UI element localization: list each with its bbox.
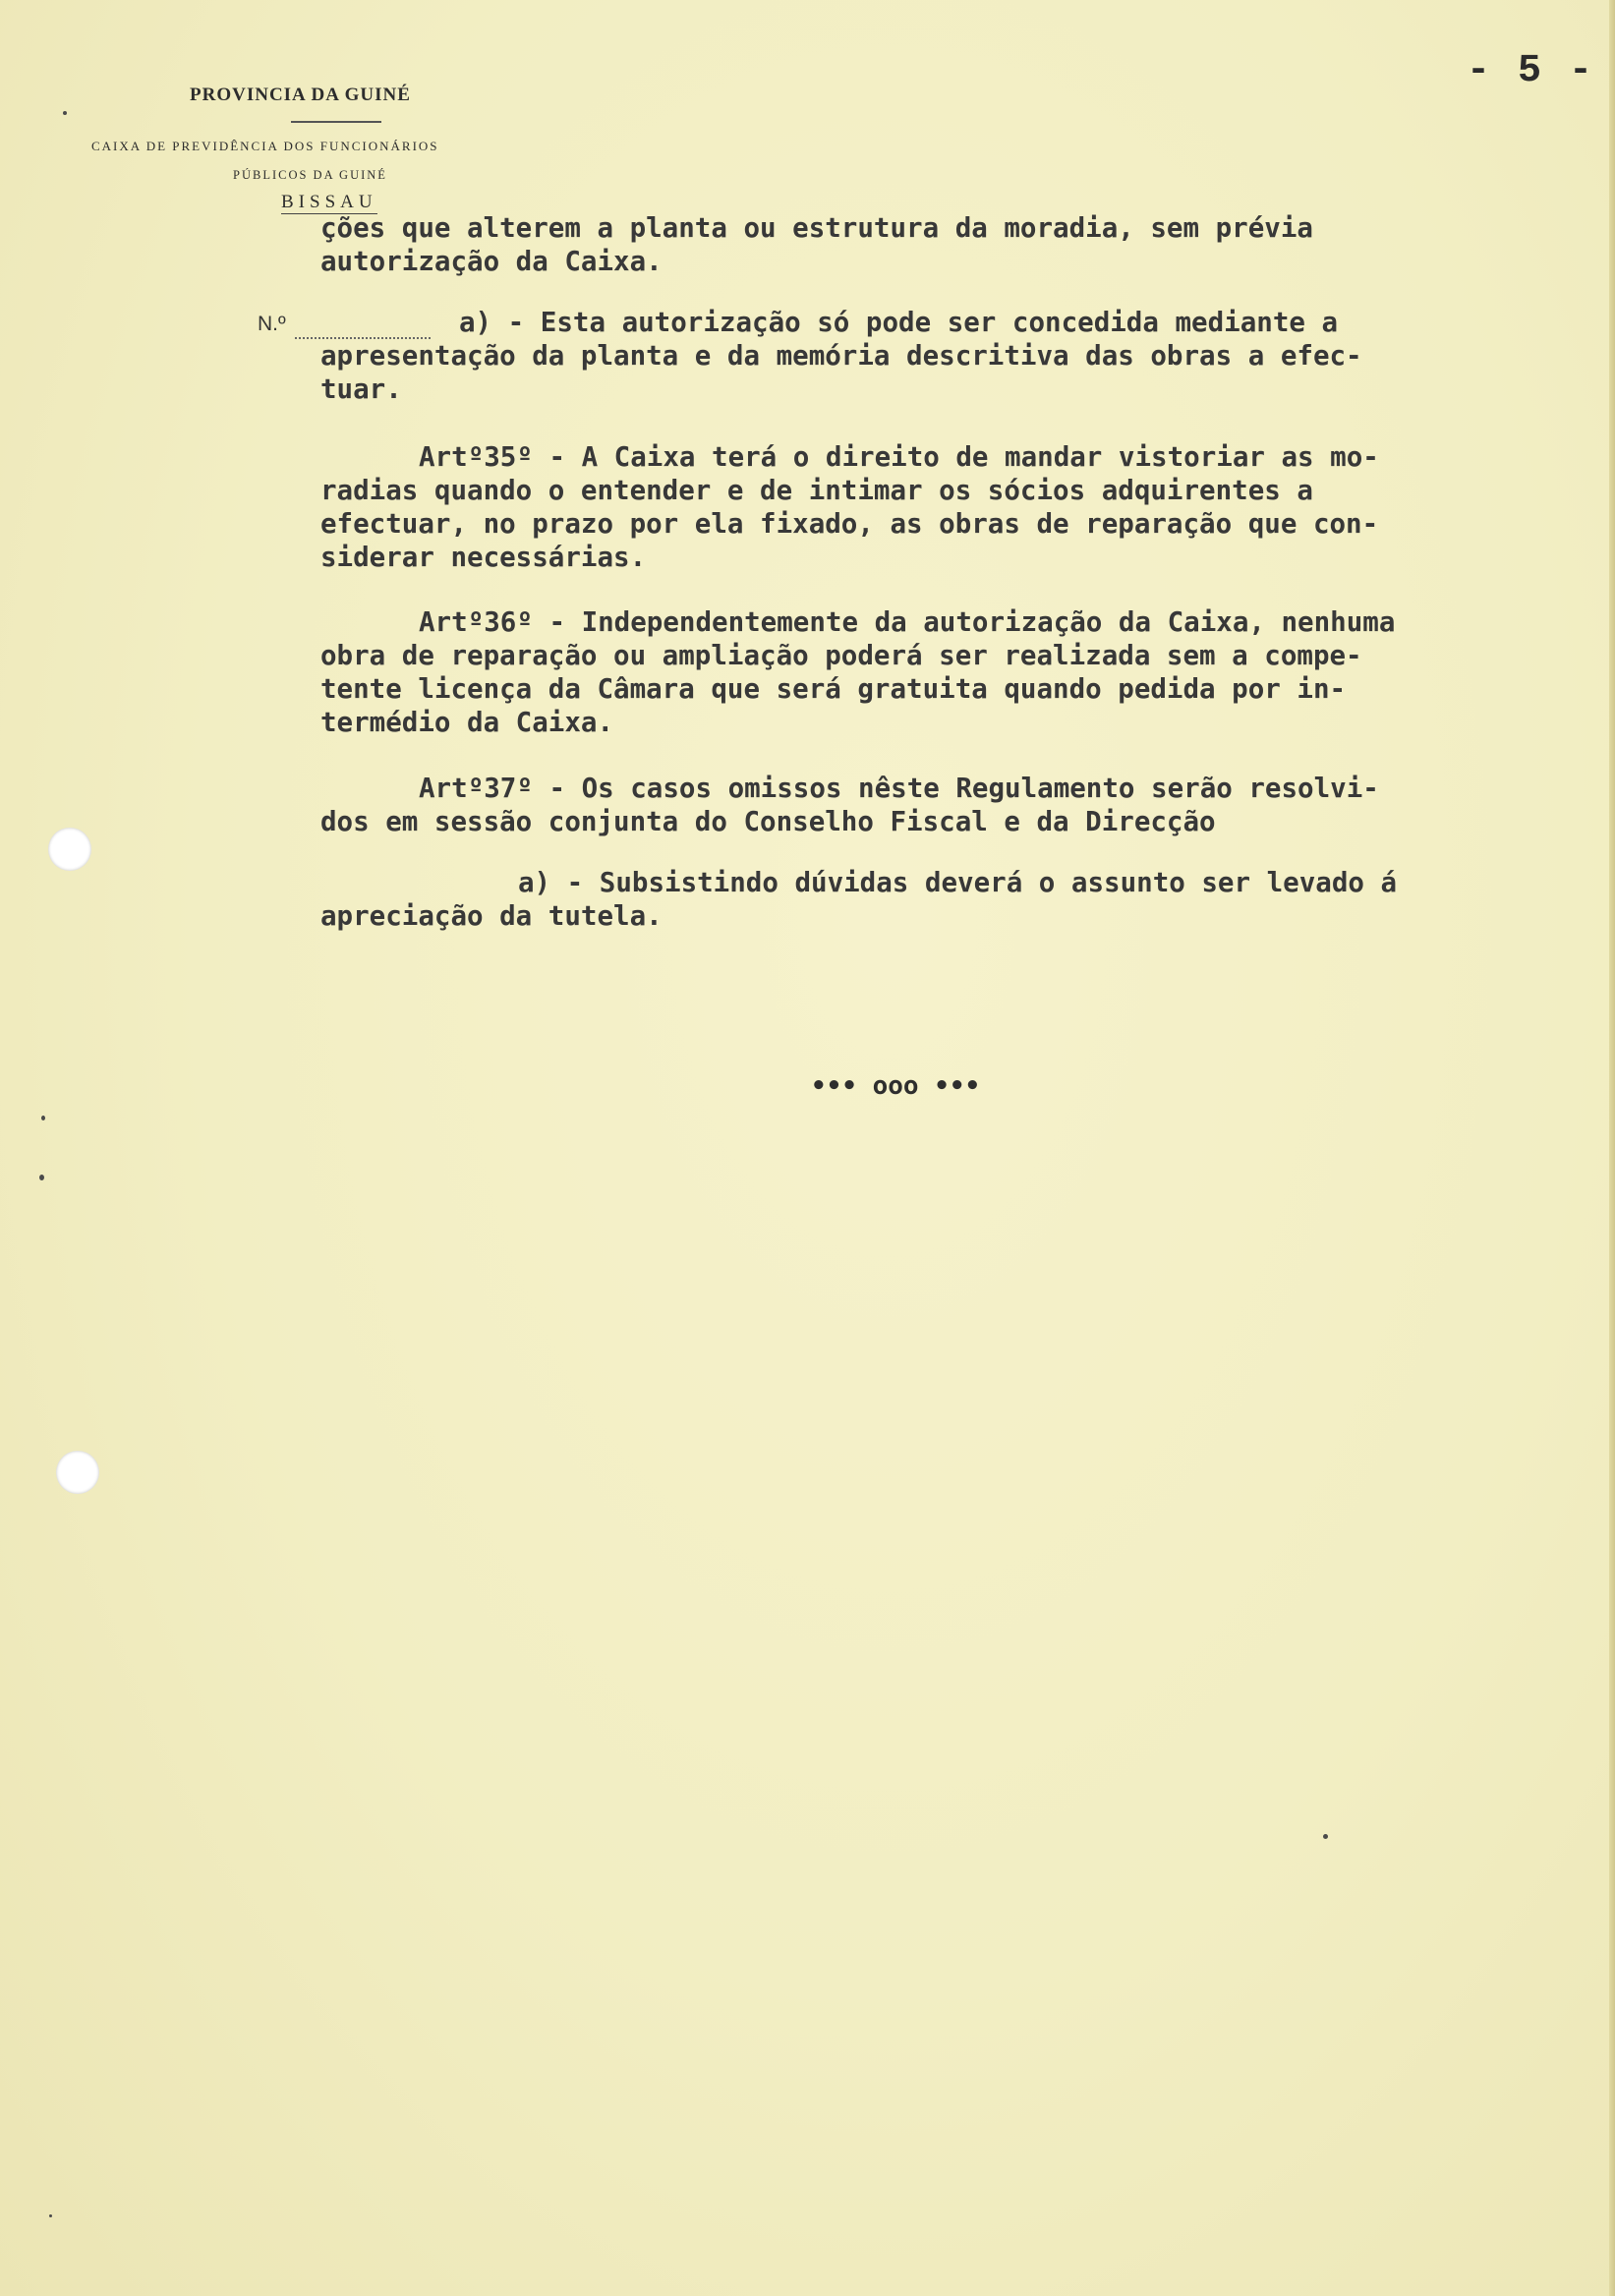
body-line: Artº36º - Independentemente da autorização da Caixa, nenhuma xyxy=(419,606,1396,638)
letterhead-city: BISSAU xyxy=(281,192,377,212)
paper-speck xyxy=(1323,1834,1328,1839)
letterhead-institution: CAIXA DE PREVIDÊNCIA DOS FUNCIONÁRIOS xyxy=(91,139,439,153)
page-number: - 5 - xyxy=(1467,49,1595,93)
body-line: a) - Subsistindo dúvidas deverá o assunto ser levado á xyxy=(518,867,1398,898)
reference-number-label: N.º xyxy=(258,313,286,335)
body-line: apresentação da planta e da memória descritiva das obras a efec- xyxy=(320,340,1362,372)
paper-speck xyxy=(39,1175,44,1180)
body-line: a) - Esta autorização só pode ser concedida mediante a xyxy=(459,307,1339,338)
body-line: efectuar, no prazo por ela fixado, as obras de reparação que con- xyxy=(320,508,1379,540)
punch-hole-bottom xyxy=(56,1451,99,1494)
paper-speck xyxy=(41,1116,45,1120)
paper-speck xyxy=(49,2214,52,2217)
body-line: dos em sessão conjunta do Conselho Fiscal e da Direcção xyxy=(320,806,1216,837)
paper-speck xyxy=(63,111,67,115)
body-line: Artº35º - A Caixa terá o direito de mandar vistoriar as mo- xyxy=(419,441,1379,473)
page-edge xyxy=(1609,0,1615,2296)
letterhead-rule xyxy=(291,121,381,123)
body-line: siderar necessárias. xyxy=(320,542,647,573)
body-line: tuar. xyxy=(320,373,402,405)
body-line: obra de reparação ou ampliação poderá ser realizada sem a compe- xyxy=(320,640,1362,671)
end-marker: ••• ooo ••• xyxy=(811,1071,981,1101)
body-line: Artº37º - Os casos omissos nêste Regulamento serão resolvi- xyxy=(419,773,1379,804)
body-line: autorização da Caixa. xyxy=(320,246,663,277)
body-line: radias quando o entender e de intimar os sócios adquirentes a xyxy=(320,475,1313,506)
body-line: tente licença da Câmara que será gratuita quando pedida por in- xyxy=(320,673,1347,705)
body-line: ções que alterem a planta ou estrutura da moradia, sem prévia xyxy=(320,212,1313,244)
body-line: apreciação da tutela. xyxy=(320,900,663,932)
letterhead-institution-line2: PÚBLICOS DA GUINÉ xyxy=(233,168,387,182)
body-line: termédio da Caixa. xyxy=(320,707,614,738)
punch-hole-top xyxy=(48,828,91,871)
letterhead-province: PROVINCIA DA GUINÉ xyxy=(190,85,411,105)
